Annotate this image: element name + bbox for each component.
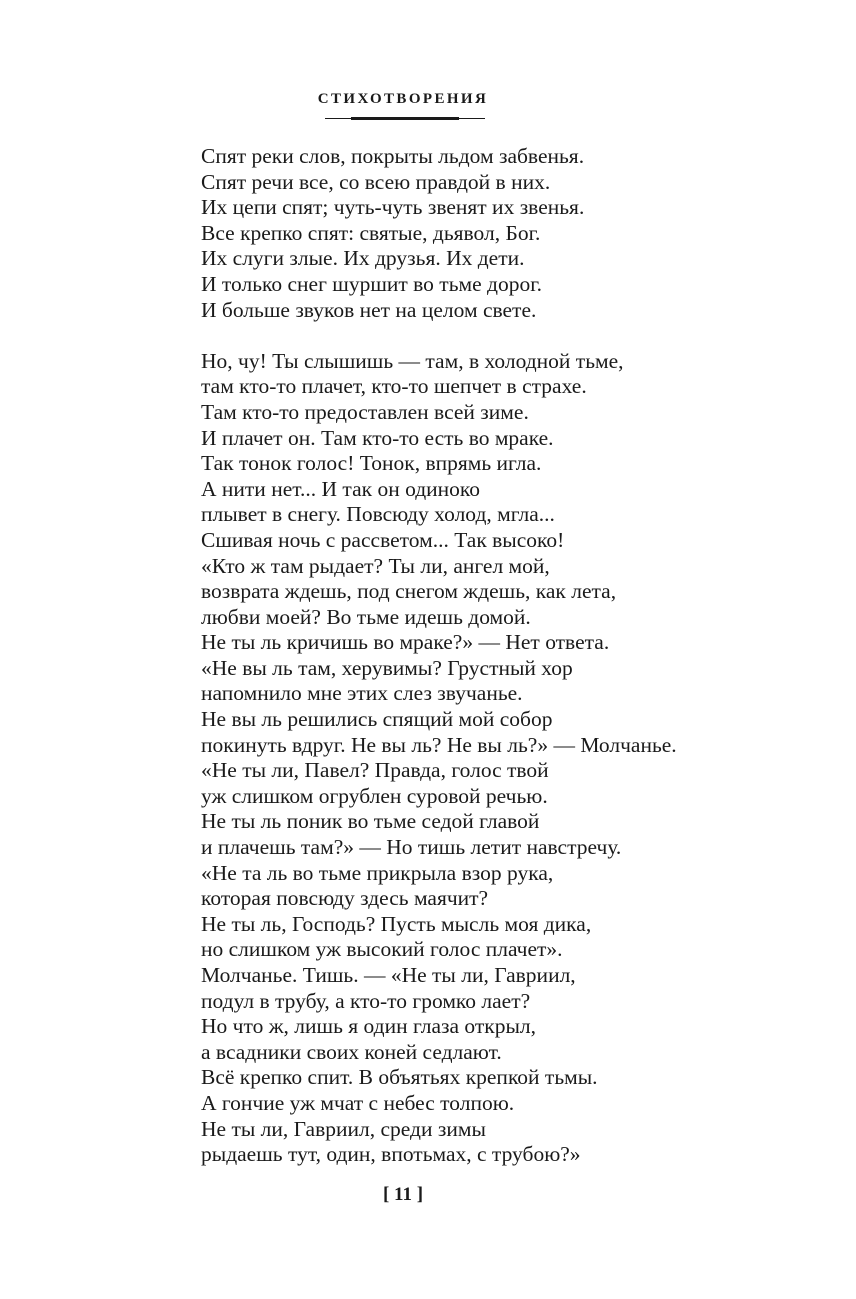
poem-line: Молчанье. Тишь. — «Не ты ли, Гавриил, <box>201 963 576 987</box>
poem-line: и плачешь там?» — Но тишь летит навстречу. <box>201 835 622 860</box>
poem-line: которая повсюду здесь маячит? <box>201 886 489 911</box>
poem-line: Не вы ль решились спящий мой собор <box>201 707 553 732</box>
poem-line: Спят речи все, со всею правдой в них. <box>201 169 551 194</box>
poem-line: Всё крепко спит. В объятьях крепкой тьмы. <box>201 1065 598 1090</box>
poem-line: Не ты ль, Господь? Пусть мысль моя дика, <box>201 911 592 936</box>
poem-line: но слишком уж высокий голос плачет». <box>201 937 563 962</box>
poem-line: подул в трубу, а кто-то громко лает? <box>201 988 531 1013</box>
poem-line: «Кто ж там рыдает? Ты ли, ангел мой, <box>201 553 550 578</box>
running-head-rule-accent <box>351 117 459 120</box>
poem-line: Так тонок голос! Тонок, впрямь игла. <box>201 451 542 476</box>
poem-text <box>201 144 761 1168</box>
poem-line: Все крепко спят: святые, дьявол, Бог. <box>201 220 541 245</box>
poem-line: И только снег шуршит во тьме дорог. <box>201 271 542 296</box>
poem-line: «Не ты ли, Павел? Правда, голос твой <box>201 758 549 783</box>
poem-line: плывет в снегу. Повсюду холод, мгла... <box>201 502 555 527</box>
page-number: [ 11 ] <box>382 1184 424 1205</box>
poem-line: покинуть вдруг. Не вы ль? Не вы ль?» — Молчанье. <box>201 732 677 757</box>
poem-line: Не ты ль кричишь во мраке?» — Нет ответа. <box>201 630 610 655</box>
poem-line: а всадники своих коней седлают. <box>201 1039 502 1064</box>
poem-line: там кто-то плачет, кто-то шепчет в страхе. <box>201 374 587 399</box>
poem-line: И больше звуков нет на целом свете. <box>201 297 537 322</box>
poem-line: рыдаешь тут, один, впотьмах, с трубою?» <box>201 1142 581 1167</box>
poem-line: уж слишком огрублен суровой речью. <box>201 783 548 808</box>
poem-line: А нити нет... И так он одиноко <box>201 476 481 501</box>
running-head: СТИХОТВОРЕНИЯ <box>317 91 489 107</box>
poem-line: возврата ждешь, под снегом ждешь, как лета, <box>201 579 617 604</box>
stanza-1 <box>201 144 761 323</box>
poem-line: Не ты ль поник во тьме седой главой <box>201 809 540 834</box>
poem-line: Но, чу! Ты слышишь — там, в холодной тьме, <box>201 348 624 373</box>
poem-line: «Не та ль во тьме прикрыла взор рука, <box>201 860 554 885</box>
poem-line: А гончие уж мчат с небес толпою. <box>201 1090 515 1115</box>
poem-line: Сшивая ночь с рассветом... Так высоко! <box>201 527 565 552</box>
poem-line: «Не вы ль там, херувимы? Грустный хор <box>201 655 573 680</box>
poem-line: И плачет он. Там кто-то есть во мраке. <box>201 425 554 450</box>
stanza-2 <box>201 349 761 1168</box>
poem-line: Не ты ли, Гавриил, среди зимы <box>201 1116 486 1141</box>
poem-line: напомнило мне этих слез звучанье. <box>201 681 523 706</box>
poem-line: любви моей? Во тьме идешь домой. <box>201 604 531 629</box>
poem-line: Но что ж, лишь я один глаза открыл, <box>201 1014 537 1039</box>
poem-line: Их цепи спят; чуть-чуть звенят их звенья. <box>201 195 585 220</box>
poem-line: Там кто-то предоставлен всей зиме. <box>201 399 529 424</box>
poem-line: Их слуги злые. Их друзья. Их дети. <box>201 246 525 271</box>
poem-line: Спят реки слов, покрыты льдом забвенья. <box>201 144 585 168</box>
